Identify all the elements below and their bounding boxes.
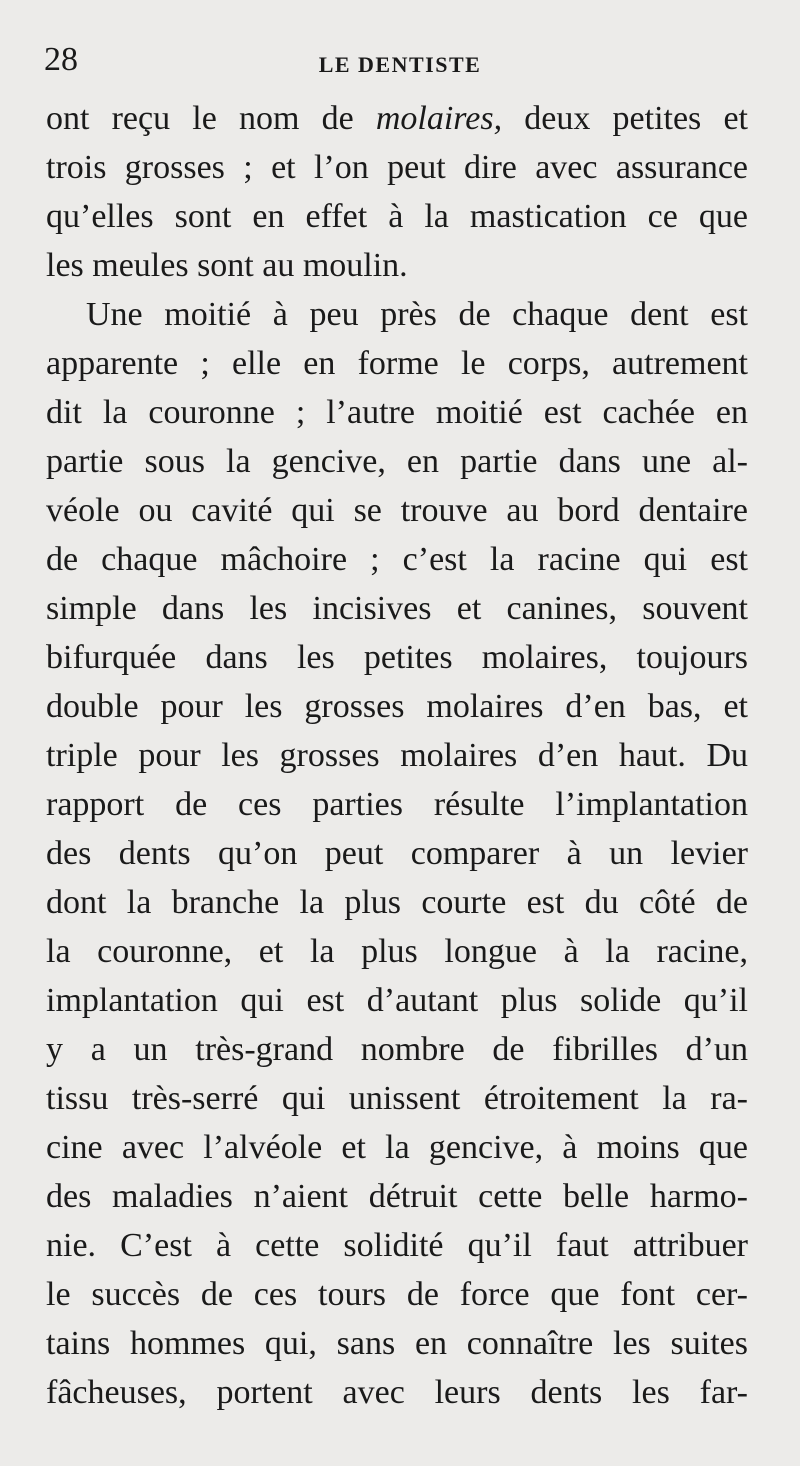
text-line: de chaque mâchoire ; c’est la racine qui est [46,541,748,578]
text-line: ont reçu le nom de molaires, deux petites et [46,100,748,137]
italic-term: molaires, [375,100,503,137]
text-line: simple dans les incisives et canines, souvent [46,590,748,627]
text-line: des maladies n’aient détruit cette belle harmo- [46,1178,748,1215]
text-line: dont la branche la plus courte est du côté de [46,884,748,921]
text-line: véole ou cavité qui se trouve au bord dentaire [46,492,748,529]
text-line: bifurquée dans les petites molaires, toujours [46,639,748,676]
text-line: les meules sont au moulin. [46,247,408,284]
text-line: le succès de ces tours de force que font cer- [46,1276,748,1313]
text-line: tains hommes qui, sans en connaître les suites [46,1325,748,1362]
page-number: 28 [44,41,78,78]
text-line: la couronne, et la plus longue à la racine, [46,933,748,970]
text-line: implantation qui est d’autant plus solide qu’il [46,982,748,1019]
body-text [46,94,748,1417]
text-line: rapport de ces parties résulte l’implantation [46,786,748,823]
text-line: trois grosses ; et l’on peut dire avec assurance [46,149,748,186]
text-line: qu’elles sont en effet à la mastication ce que [46,198,748,235]
text-line: des dents qu’on peut comparer à un levier [46,835,748,872]
text-line: y a un très-grand nombre de fibrilles d’un [46,1031,748,1068]
text-line: tissu très-serré qui unissent étroitement la ra- [46,1080,748,1117]
text-line: apparente ; elle en forme le corps, autrement [46,345,748,382]
running-title: LE DENTISTE [318,52,482,77]
text-line: Une moitié à peu près de chaque dent est [86,296,748,333]
text-line: triple pour les grosses molaires d’en haut. Du [46,737,748,774]
text-line: double pour les grosses molaires d’en bas, et [46,688,748,725]
text-line: partie sous la gencive, en partie dans une al- [46,443,748,480]
text-line: dit la couronne ; l’autre moitié est cachée en [46,394,748,431]
text-line: nie. C’est à cette solidité qu’il faut attribuer [46,1227,748,1264]
text-line: fâcheuses, portent avec leurs dents les far- [46,1374,748,1411]
text-line: cine avec l’alvéole et la gencive, à moins que [46,1129,748,1166]
